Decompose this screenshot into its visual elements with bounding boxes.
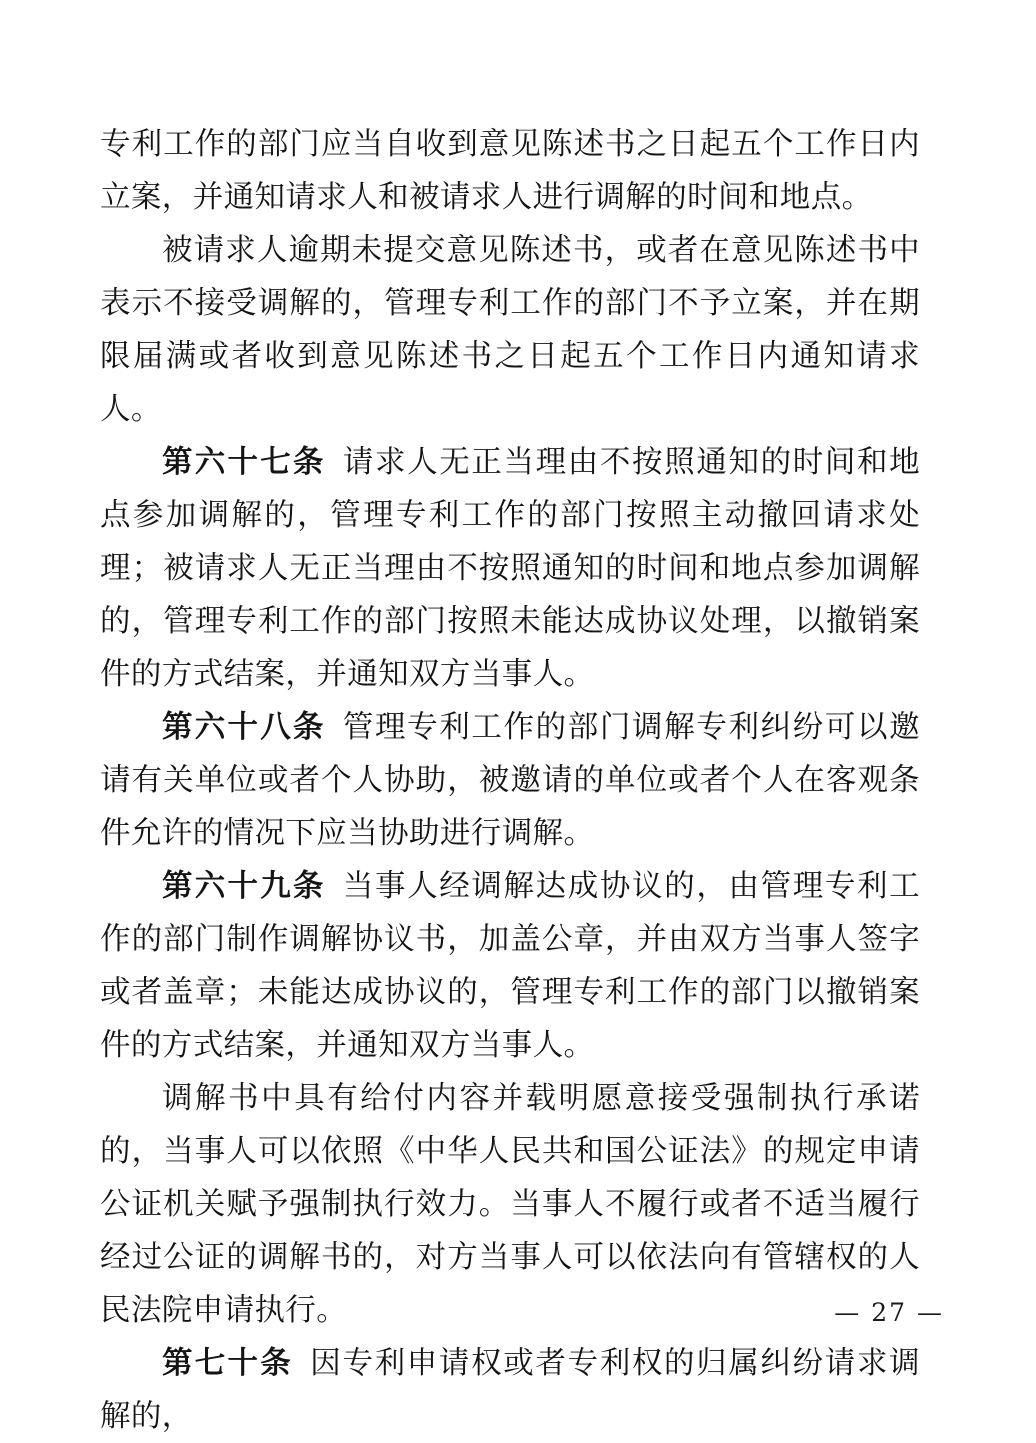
page-number: — 27 — [834, 1298, 944, 1327]
article-number: 第六十九条 [162, 868, 326, 904]
paragraph [100, 1337, 920, 1443]
paragraph-text: 因专利申请权或者专利权的归属纠纷请求调解的， [100, 1346, 920, 1434]
paragraph-text: 请求人无正当理由不按照通知的时间和地点参加调解的，管理专利工作的部门按照主动撤回请求处理；被请求人无正当理由不按照通知的时间和地点参加调解的，管理专利工作的部门按照未能达成协议处理，以撤销案件的方式结案，并通知双方当事人。 [100, 445, 921, 692]
paragraph-text: 被请求人逾期未提交意见陈述书，或者在意见陈述书中表示不接受调解的，管理专利工作的部门不予立案，并在期限届满或者收到意见陈述书之日起五个工作日内通知请求人。 [100, 233, 920, 427]
article-number: 第六十七条 [162, 444, 326, 480]
paragraph [100, 860, 920, 1072]
paragraph [100, 701, 920, 860]
paragraph-text: 专利工作的部门应当自收到意见陈述书之日起五个工作日内立案，并通知请求人和被请求人进行调解的时间和地点。 [100, 127, 920, 215]
paragraph [100, 436, 920, 701]
paragraph-text: 当事人经调解达成协议的，由管理专利工作的部门制作调解协议书，加盖公章，并由双方当事人签字或者盖章；未能达成协议的，管理专利工作的部门以撤销案件的方式结案，并通知双方当事人。 [100, 869, 921, 1063]
article-number: 第七十条 [162, 1345, 294, 1381]
page-body [100, 118, 920, 1443]
paragraph-text: 调解书中具有给付内容并载明愿意接受强制执行承诺的，当事人可以依照《中华人民共和国公证法》的规定申请公证机关赋予强制执行效力。当事人不履行或者不适当履行经过公证的调解书的，对方当事人可以依法向有管辖权的人民法院申请执行。 [100, 1081, 920, 1328]
paragraph [100, 118, 920, 224]
paragraph [100, 224, 920, 436]
paragraph [100, 1072, 920, 1337]
paragraph-text: 管理专利工作的部门调解专利纠纷可以邀请有关单位或者个人协助，被邀请的单位或者个人在客观条件允许的情况下应当协助进行调解。 [100, 710, 921, 851]
article-number: 第六十八条 [162, 709, 326, 745]
